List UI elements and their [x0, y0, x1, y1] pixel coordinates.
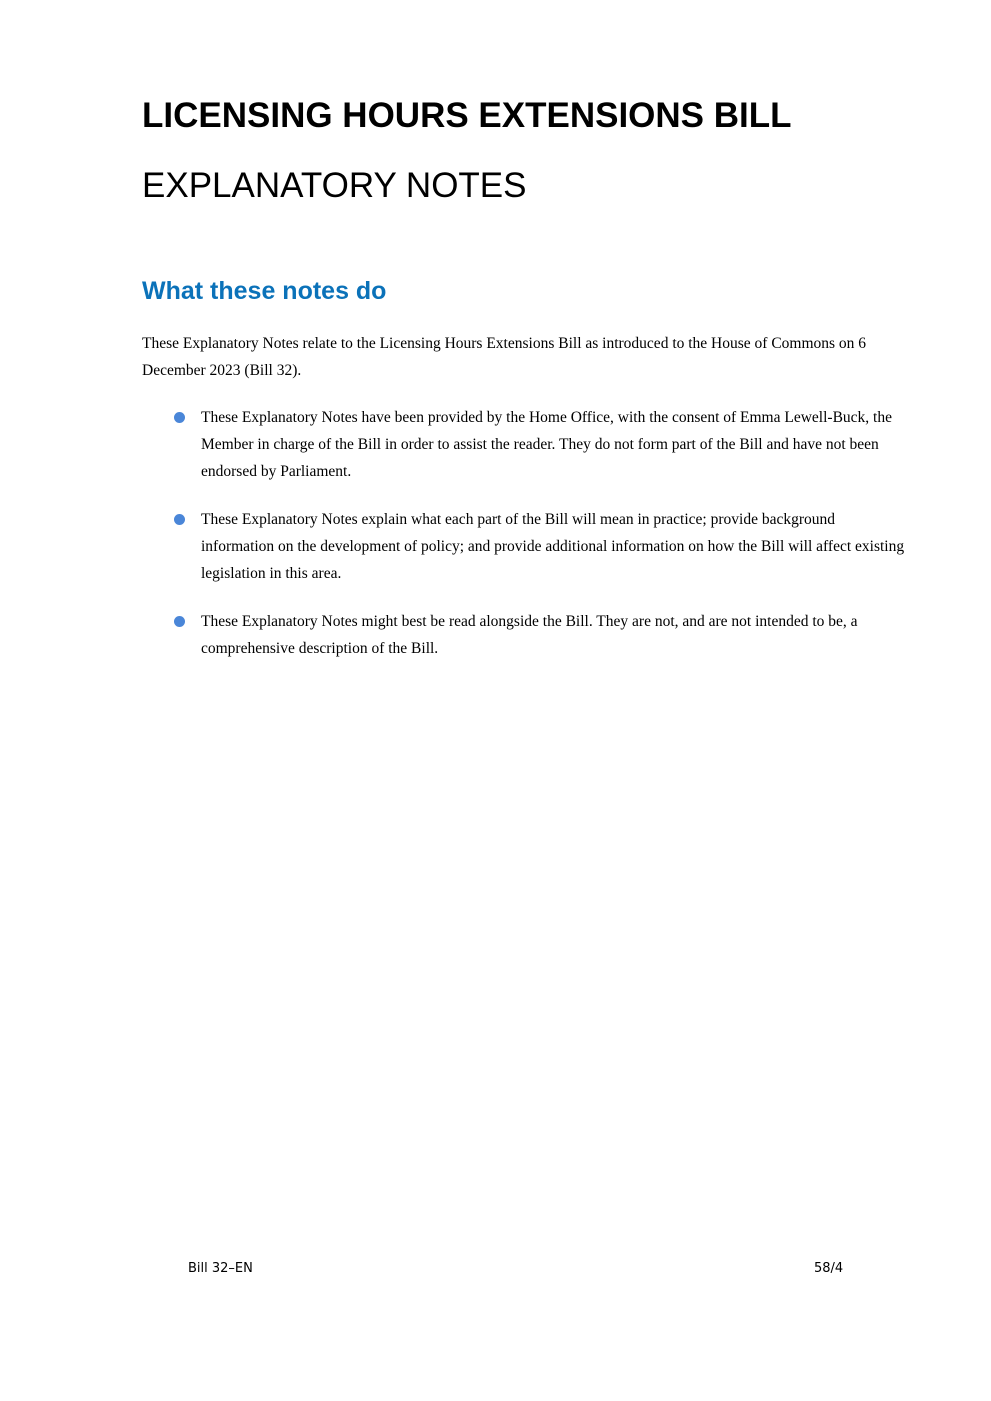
list-item	[170, 506, 905, 587]
list-item-text: These Explanatory Notes explain what each part of the Bill will mean in practice; provide background information on the development of policy; and provide additional information on how the Bill will affect existing legislation in this area.	[201, 511, 905, 582]
document-subtitle: EXPLANATORY NOTES	[142, 166, 527, 205]
list-item	[170, 404, 905, 485]
document-title: LICENSING HOURS EXTENSIONS BILL	[142, 96, 792, 135]
intro-paragraph: These Explanatory Notes relate to the Licensing Hours Extensions Bill as introduced to the House of Commons on 6 December 2023 (Bill 32).	[142, 335, 867, 379]
bullet-dot-icon	[174, 616, 185, 627]
list-item-text: These Explanatory Notes might best be read alongside the Bill. They are not, and are not intended to be, a comprehensive description of the Bill.	[201, 613, 858, 657]
bullet-dot-icon	[174, 412, 185, 423]
footer-bill-reference: Bill 32–EN	[188, 1261, 253, 1276]
footer-page-code: 58/4	[814, 1261, 844, 1276]
list-item-text: These Explanatory Notes have been provided by the Home Office, with the consent of Emma Lewell-Buck, the Member in charge of the Bill in order to assist the reader. They do not form part of the Bill and have not been endorsed by Parliament.	[201, 409, 892, 480]
bullet-list	[170, 404, 905, 683]
bullet-dot-icon	[174, 514, 185, 525]
list-item	[170, 608, 905, 662]
section-heading: What these notes do	[142, 277, 387, 305]
